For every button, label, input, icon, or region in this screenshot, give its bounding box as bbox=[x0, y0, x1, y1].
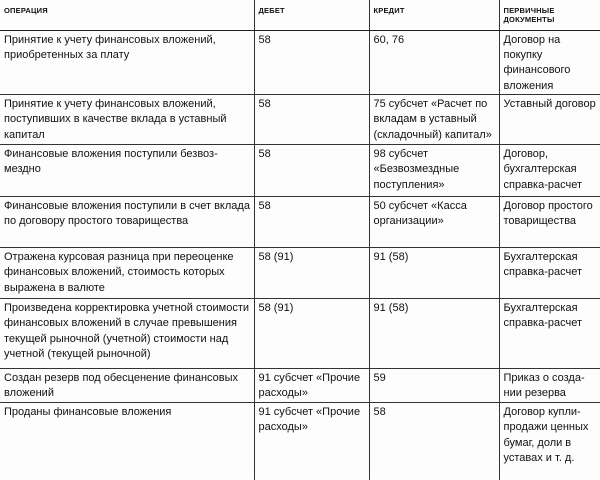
cell-debit: 58 (91) bbox=[254, 299, 369, 369]
cell-operation: Проданы финансовые вложения bbox=[4, 405, 172, 418]
header-debit: ДЕБЕТ bbox=[254, 0, 369, 30]
cell-debit: 58 bbox=[254, 95, 369, 145]
cell-documents: Бухгалтерская справка-расчет bbox=[499, 299, 600, 369]
cell-credit: 50 субсчет «Касса организации» bbox=[369, 197, 499, 248]
cell-credit: 59 bbox=[369, 369, 499, 403]
cell-documents: Договор купли-продажи ценных бумаг, доли в уставах и т. д. bbox=[499, 402, 600, 480]
cell-documents: Договор, бухгалтерская справка-расчет bbox=[499, 145, 600, 197]
table-row bbox=[0, 30, 600, 95]
table-row bbox=[0, 402, 600, 480]
table-row bbox=[0, 95, 600, 145]
cell-documents: Договор на покупку финансового вложения bbox=[499, 30, 600, 95]
table-row bbox=[0, 299, 600, 369]
header-documents bbox=[499, 0, 600, 30]
header-operation: ОПЕРАЦИЯ bbox=[0, 0, 254, 30]
cell-credit: 91 (58) bbox=[369, 248, 499, 299]
cell-debit: 58 bbox=[254, 197, 369, 248]
table-row bbox=[0, 248, 600, 299]
cell-debit: 58 (91) bbox=[254, 248, 369, 299]
cell-documents: Приказ о создании резерва bbox=[499, 369, 600, 403]
cell-credit: 60, 76 bbox=[369, 30, 499, 95]
cell-credit: 58 bbox=[369, 402, 499, 480]
cell-debit: 58 bbox=[254, 145, 369, 197]
cell-credit: 91 (58) bbox=[369, 299, 499, 369]
header-credit: КРЕДИТ bbox=[369, 0, 499, 30]
cell-operation: Произведена корректировка учетной стоимости финансовых вложений в случае превышения текущей рыночной (учетной) стоимости над учетной (текущей рыночной) bbox=[0, 299, 254, 369]
header-documents-line1: ПЕРВИЧНЫЕ bbox=[503, 6, 555, 15]
table-header-row bbox=[0, 0, 600, 30]
cell-debit: 91 субсчет «Прочие расходы» bbox=[254, 369, 369, 403]
table-row bbox=[0, 145, 600, 197]
header-documents-line2: ДОКУМЕНТЫ bbox=[503, 15, 555, 25]
table-row bbox=[0, 197, 600, 248]
table-row bbox=[0, 369, 600, 403]
cell-operation: Финансовые вложения поступили безвозмездно bbox=[0, 145, 254, 197]
cell-operation: Создан резерв под обесценение финансовых вложений bbox=[0, 369, 254, 403]
cell-operation: Принятие к учету финансовых вложений, приобретенных за плату bbox=[0, 30, 254, 95]
cell-documents: Уставный договор bbox=[499, 95, 600, 145]
cell-documents: Бухгалтерская справка-расчет bbox=[499, 248, 600, 299]
cell-credit: 98 субсчет «Безвозмездные поступления» bbox=[369, 145, 499, 197]
cell-debit: 58 bbox=[254, 30, 369, 95]
cell-documents: Договор простого товарищества bbox=[499, 197, 600, 248]
cell-debit: 91 субсчет «Прочие расходы» bbox=[254, 402, 369, 480]
cell-credit: 75 субсчет «Расчет по вкладам в уставный (складочный) капитал» bbox=[369, 95, 499, 145]
cell-operation: Финансовые вложения поступили в счет вклада по договору простого товарищества bbox=[0, 197, 254, 248]
cell-operation: Отражена курсовая разница при переоценке финансовых вложений, стоимость которых выражена в валюте bbox=[0, 248, 254, 299]
cell-operation: Принятие к учету финансовых вложений, поступивших в качестве вклада в уставный капитал bbox=[0, 95, 254, 145]
